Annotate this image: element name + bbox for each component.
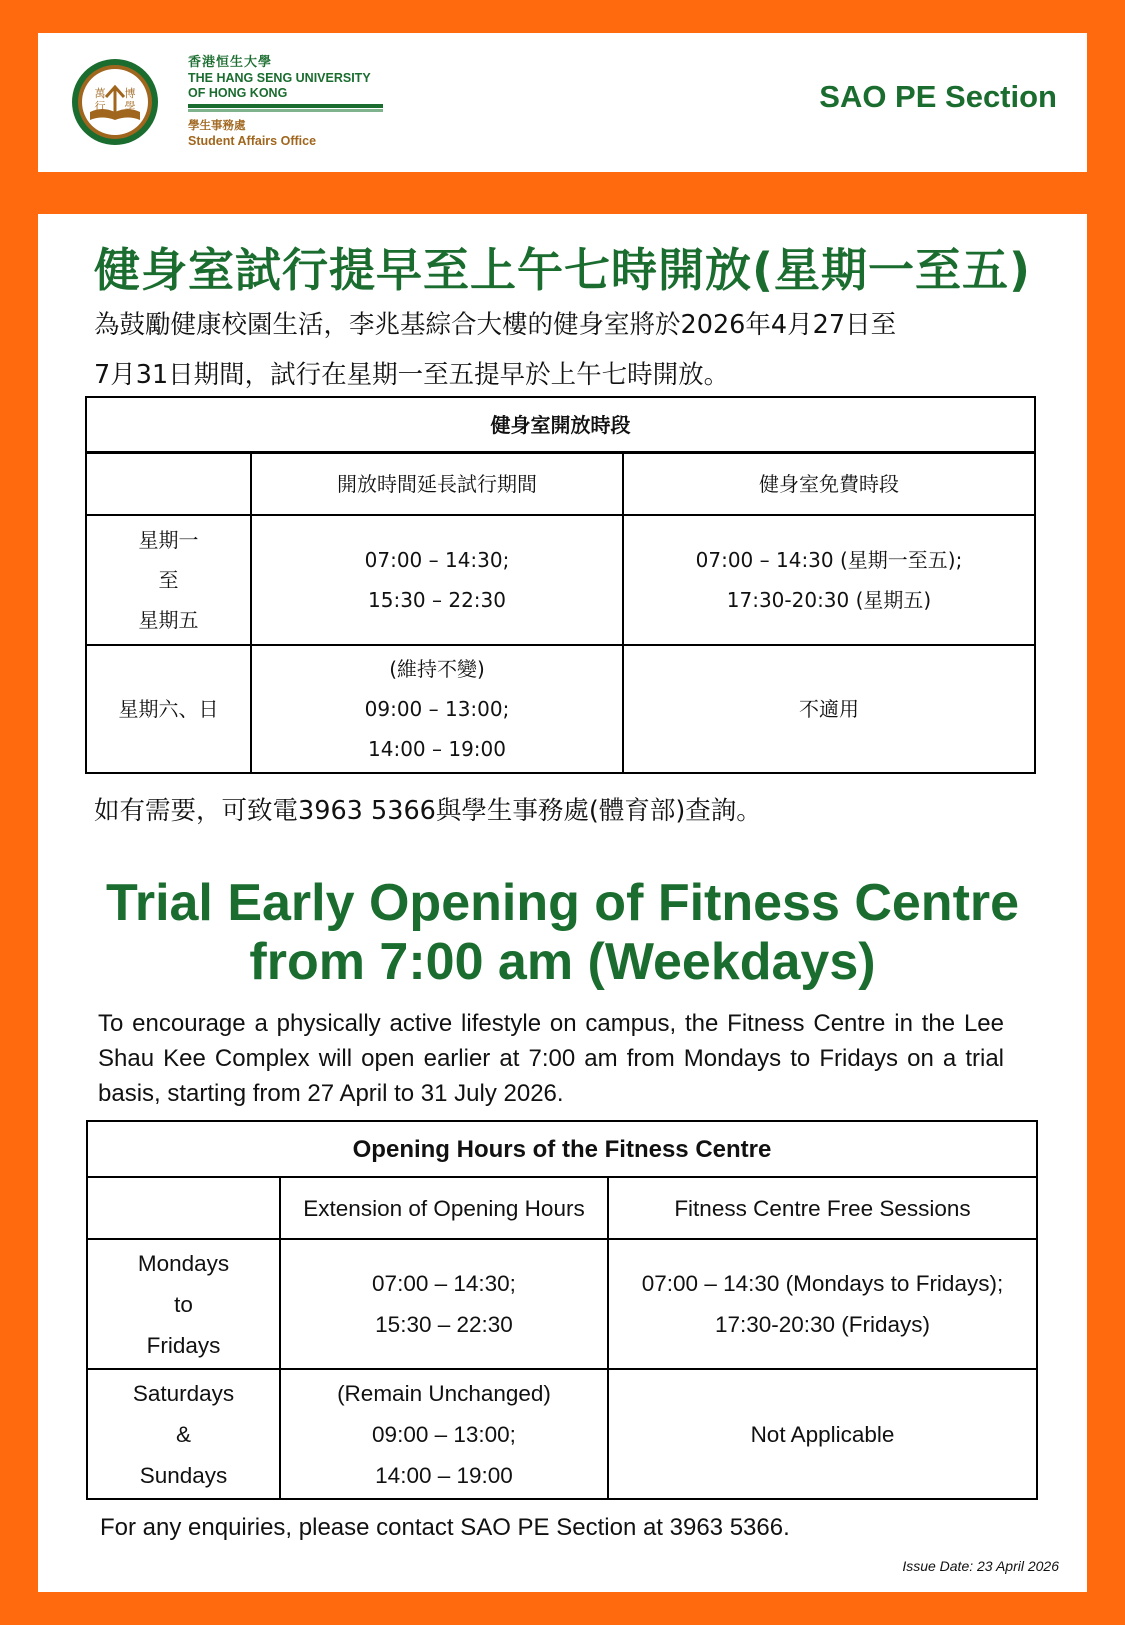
cell-line: (維持不變) (389, 657, 485, 681)
cell-line: 17:30-20:30 (Fridays) (714, 1312, 931, 1337)
cell-line: 14:00 – 19:00 (375, 1462, 513, 1488)
zh-intro (94, 300, 994, 400)
svg-text:博: 博 (124, 87, 136, 100)
zh-weekday-extension-cell (251, 515, 623, 645)
svg-text:學: 學 (124, 100, 136, 113)
university-emblem-icon (70, 57, 160, 147)
logo-en-name-2: OF HONG KONG (188, 86, 288, 100)
svg-text:行: 行 (94, 100, 106, 113)
en-title (38, 874, 1087, 992)
logo-office-zh: 學生事務處 (188, 118, 246, 132)
cell-line: 至 (158, 568, 179, 592)
en-weekday-cell (87, 1239, 280, 1369)
zh-intro-line-2: 7月31日期間，試行在星期一至五提早於上午七時開放。 (94, 360, 730, 390)
cell-line: 07:00 – 14:30; (372, 1271, 516, 1296)
cell-line: Fridays (146, 1332, 221, 1358)
zh-title: 健身室試行提早至上午七時開放(星期一至五) (93, 243, 1032, 297)
cell-line: 07:00 – 14:30 (星期一至五); (695, 548, 963, 572)
notice-panel (38, 214, 1087, 1592)
cell-line: 07:00 – 14:30 (Mondays to Fridays); (641, 1271, 1004, 1296)
logo-office-en: Student Affairs Office (188, 134, 317, 148)
cell-line: Not Applicable (750, 1421, 895, 1447)
zh-intro-line-1: 為鼓勵健康校園生活，李兆基綜合大樓的健身室將於2026年4月27日至 (94, 310, 897, 340)
en-weekday-free-cell (608, 1239, 1037, 1369)
zh-weekday-free-cell (623, 515, 1035, 645)
cell-line: (Remain Unchanged) (337, 1380, 551, 1406)
header-panel (38, 33, 1087, 172)
en-weekend-cell (87, 1369, 280, 1499)
cell-line: 星期一 (138, 528, 199, 552)
cell-line: Mondays (137, 1250, 230, 1276)
en-title-line-2: from 7:00 am (Weekdays) (249, 933, 876, 991)
en-weekday-extension-cell (280, 1239, 608, 1369)
zh-weekend-extension-cell (251, 645, 623, 773)
issue-date: Issue Date: 23 April 2026 (902, 1558, 1059, 1574)
en-weekend-extension-cell (280, 1369, 608, 1499)
en-hours-table (86, 1120, 1038, 1500)
zh-table-title: 健身室開放時段 (86, 397, 1035, 453)
cell-line: 14:00 – 19:00 (368, 737, 506, 761)
cell-line: 星期六、日 (118, 697, 219, 721)
table-row (86, 515, 1035, 645)
zh-weekday-cell (86, 515, 251, 645)
en-weekend-free-cell (608, 1369, 1037, 1499)
en-col-header-day (87, 1177, 280, 1239)
university-logo-text (188, 55, 383, 149)
cell-line: 09:00 – 13:00; (372, 1421, 516, 1447)
en-table-title: Opening Hours of the Fitness Centre (87, 1121, 1037, 1177)
section-title: SAO PE Section (819, 79, 1057, 114)
zh-enquiry: 如有需要，可致電3963 5366與學生事務處(體育部)查詢。 (94, 796, 762, 826)
en-enquiry: For any enquiries, please contact SAO PE Section at 3963 5366. (100, 1514, 790, 1541)
en-intro: To encourage a physically active lifestyle on campus, the Fitness Centre in the Lee Shau Kee Complex will open earlier at 7:00 am from Mondays to Fridays on a trial basis, starting from 27 April to 31 July 2026. (98, 1010, 1004, 1107)
en-title-line-1: Trial Early Opening of Fitness Centre (105, 874, 1020, 932)
zh-weekend-cell (86, 645, 251, 773)
cell-line: to (174, 1291, 193, 1317)
logo-divider (188, 104, 383, 112)
cell-line: Saturdays (132, 1380, 235, 1406)
logo-zh-name: 香港恒生大學 (188, 55, 273, 70)
en-col-header-extension: Extension of Opening Hours (280, 1177, 608, 1239)
table-row (87, 1369, 1037, 1499)
cell-line: 15:30 – 22:30 (368, 588, 506, 612)
zh-col-header-free: 健身室免費時段 (623, 453, 1035, 516)
zh-col-header-day (86, 453, 251, 516)
zh-col-header-extension: 開放時間延長試行期間 (251, 453, 623, 516)
cell-line: Sundays (139, 1462, 228, 1488)
cell-line: 星期五 (138, 608, 199, 632)
svg-text:萬: 萬 (94, 87, 106, 100)
cell-line: 17:30-20:30 (星期五) (726, 588, 932, 612)
en-col-header-free: Fitness Centre Free Sessions (608, 1177, 1037, 1239)
table-row (86, 645, 1035, 773)
cell-line: & (175, 1421, 191, 1447)
zh-hours-table (85, 396, 1036, 774)
cell-line: 15:30 – 22:30 (375, 1312, 513, 1337)
cell-line: 不適用 (799, 697, 859, 721)
cell-line: 07:00 – 14:30; (364, 548, 510, 572)
cell-line: 09:00 – 13:00; (364, 697, 510, 721)
zh-weekend-free-cell (623, 645, 1035, 773)
table-row (87, 1239, 1037, 1369)
logo-en-name-1: THE HANG SENG UNIVERSITY (188, 71, 371, 85)
